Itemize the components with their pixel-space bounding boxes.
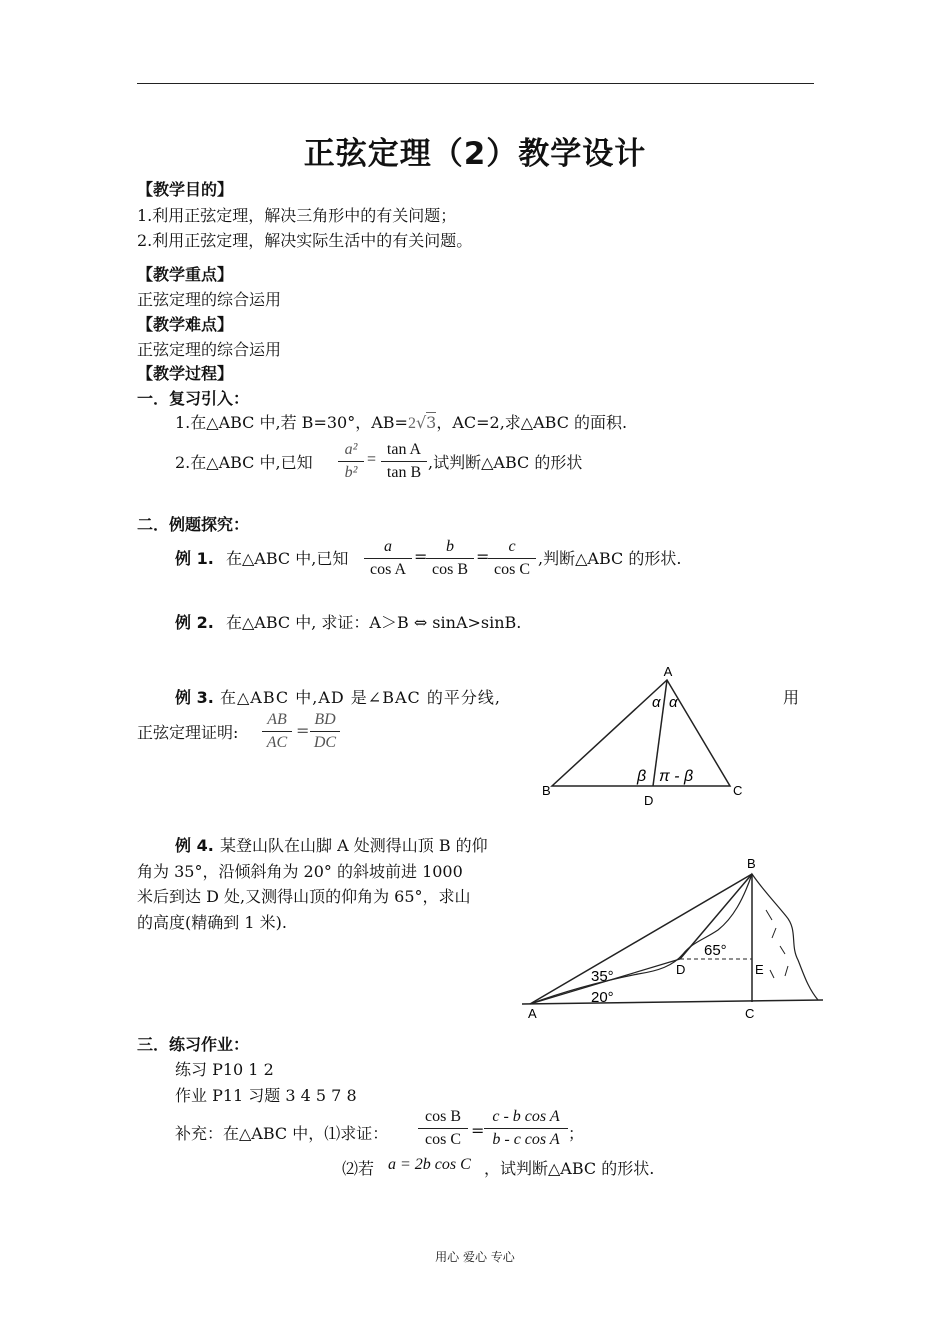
example-1-prefix: 在△ABC 中,已知 xyxy=(226,549,349,568)
review-q1-suffix: ，AC=2,求△ABC 的面积. xyxy=(436,413,628,432)
supplement-2-expression: a = 2b cos C xyxy=(388,1156,471,1173)
fig1-alpha-right: α xyxy=(669,694,678,711)
top-rule xyxy=(137,83,814,84)
objective-item-1: 1.利用正弦定理，解决三角形中的有关问题； xyxy=(137,206,457,225)
supplement-fraction-1: cos B cos C xyxy=(418,1107,468,1150)
example-3-label: 例 3. xyxy=(175,688,214,707)
fig1-label-d: D xyxy=(644,793,654,808)
key-point-heading: 【教学重点】 xyxy=(137,265,234,284)
fig2-label-a: A xyxy=(528,1006,537,1021)
supplement-prefix: 补充：在△ABC 中，⑴求证： xyxy=(175,1124,389,1143)
key-point-text: 正弦定理的综合运用 xyxy=(137,290,282,309)
example-3-fraction-1: AB AC xyxy=(262,710,292,753)
example-4-line-2: 角为 35°，沿倾斜角为 20° 的斜坡前进 1000 xyxy=(137,862,463,881)
sightline-ab xyxy=(530,874,752,1004)
ground-line xyxy=(522,1000,823,1004)
review-q1-radicand: 3 xyxy=(426,413,437,432)
mountain-outline xyxy=(530,874,818,1004)
example-3-text: 在△ABC 中,AD 是∠BAC 的平分线, xyxy=(220,688,501,707)
example-1-fraction-3: c cos C xyxy=(488,537,536,580)
fig2-label-d: D xyxy=(676,962,686,977)
fig2-angle-65: 65° xyxy=(704,942,727,959)
review-q2-fraction-1: a² b² xyxy=(338,440,364,483)
fig2-label-b: B xyxy=(747,856,756,871)
supplement-2-prefix: ⑵若 xyxy=(342,1159,375,1178)
review-q2-equals: = xyxy=(367,451,377,468)
objective-item-2: 2.利用正弦定理，解决实际生活中的有关问题。 xyxy=(137,231,473,250)
example-2-label: 例 2. xyxy=(175,613,214,632)
review-q2-fraction-2: tan A tan B xyxy=(381,440,427,483)
example-4-line-4: 的高度(精确到 1 米). xyxy=(137,913,287,932)
supplement-2-suffix: ，试判断△ABC 的形状. xyxy=(484,1159,655,1178)
mountain-hatching xyxy=(766,910,788,978)
page-footer: 用心 爱心 专心 xyxy=(435,1250,515,1264)
example-3-tail: 用 xyxy=(783,688,800,707)
fig2-label-e: E xyxy=(755,962,764,977)
fig1-beta: β xyxy=(637,768,647,785)
example-1-fraction-2: b cos B xyxy=(426,537,474,580)
supplement-fraction-2: c - b cos A b - c cos A xyxy=(484,1107,568,1150)
example-4-label: 例 4. xyxy=(175,836,214,855)
example-1-label: 例 1. xyxy=(175,549,214,568)
objectives-heading: 【教学目的】 xyxy=(137,180,234,199)
example-3-fraction-2: BD DC xyxy=(310,710,340,753)
fig2-label-c: C xyxy=(745,1006,755,1021)
exercise-line-2: 作业 P11 习题 3 4 5 7 8 xyxy=(175,1086,357,1105)
exercise-heading: 三．练习作业： xyxy=(137,1035,250,1054)
page-title: 正弦定理（2）教学设计 xyxy=(303,136,647,172)
example-2-text: 在△ABC 中, 求证：A＞B ⇔ sinA>sinB. xyxy=(226,613,522,632)
review-q2-prefix: 2.在△ABC 中,已知 xyxy=(175,453,313,472)
review-q1-prefix: 1.在△ABC 中,若 B=30°，AB= xyxy=(175,413,408,432)
difficulty-text: 正弦定理的综合运用 xyxy=(137,340,282,359)
triangle-bisector-figure xyxy=(530,660,750,810)
review-question-1: 1.在△ABC 中,若 B=30°，AB=2√3，AC=2,求△ABC 的面积. xyxy=(175,413,628,432)
review-q2-suffix: ,试判断△ABC 的形状 xyxy=(428,453,583,472)
example-4-line-1: 某登山队在山脚 A 处测得山顶 B 的仰 xyxy=(220,836,488,855)
supplement-semicolon: ； xyxy=(568,1124,585,1143)
process-heading: 【教学过程】 xyxy=(137,364,234,383)
example-3-text-2: 正弦定理证明: xyxy=(137,723,239,742)
fig1-label-a: A xyxy=(663,664,673,679)
fig1-label-b: B xyxy=(542,783,551,798)
fig1-pi-minus-beta: π - β xyxy=(659,768,694,785)
example-4-line-3: 米后到达 D 处,又测得山顶的仰角为 65°，求山 xyxy=(137,887,471,906)
mountain-figure xyxy=(518,850,828,1025)
fig2-angle-20: 20° xyxy=(591,989,614,1006)
exercise-line-1: 练习 P10 1 2 xyxy=(175,1060,274,1079)
difficulty-heading: 【教学难点】 xyxy=(137,315,234,334)
review-heading: 一．复习引入： xyxy=(137,389,250,408)
review-q1-coef: 2 xyxy=(407,415,416,432)
example-1-fraction-1: a cos A xyxy=(364,537,412,580)
fig1-alpha-left: α xyxy=(652,694,661,711)
examples-heading: 二．例题探究： xyxy=(137,515,250,534)
example-1-suffix: ,判断△ABC 的形状. xyxy=(538,549,682,568)
fig1-label-c: C xyxy=(733,783,743,798)
fig2-angle-35: 35° xyxy=(591,968,614,985)
